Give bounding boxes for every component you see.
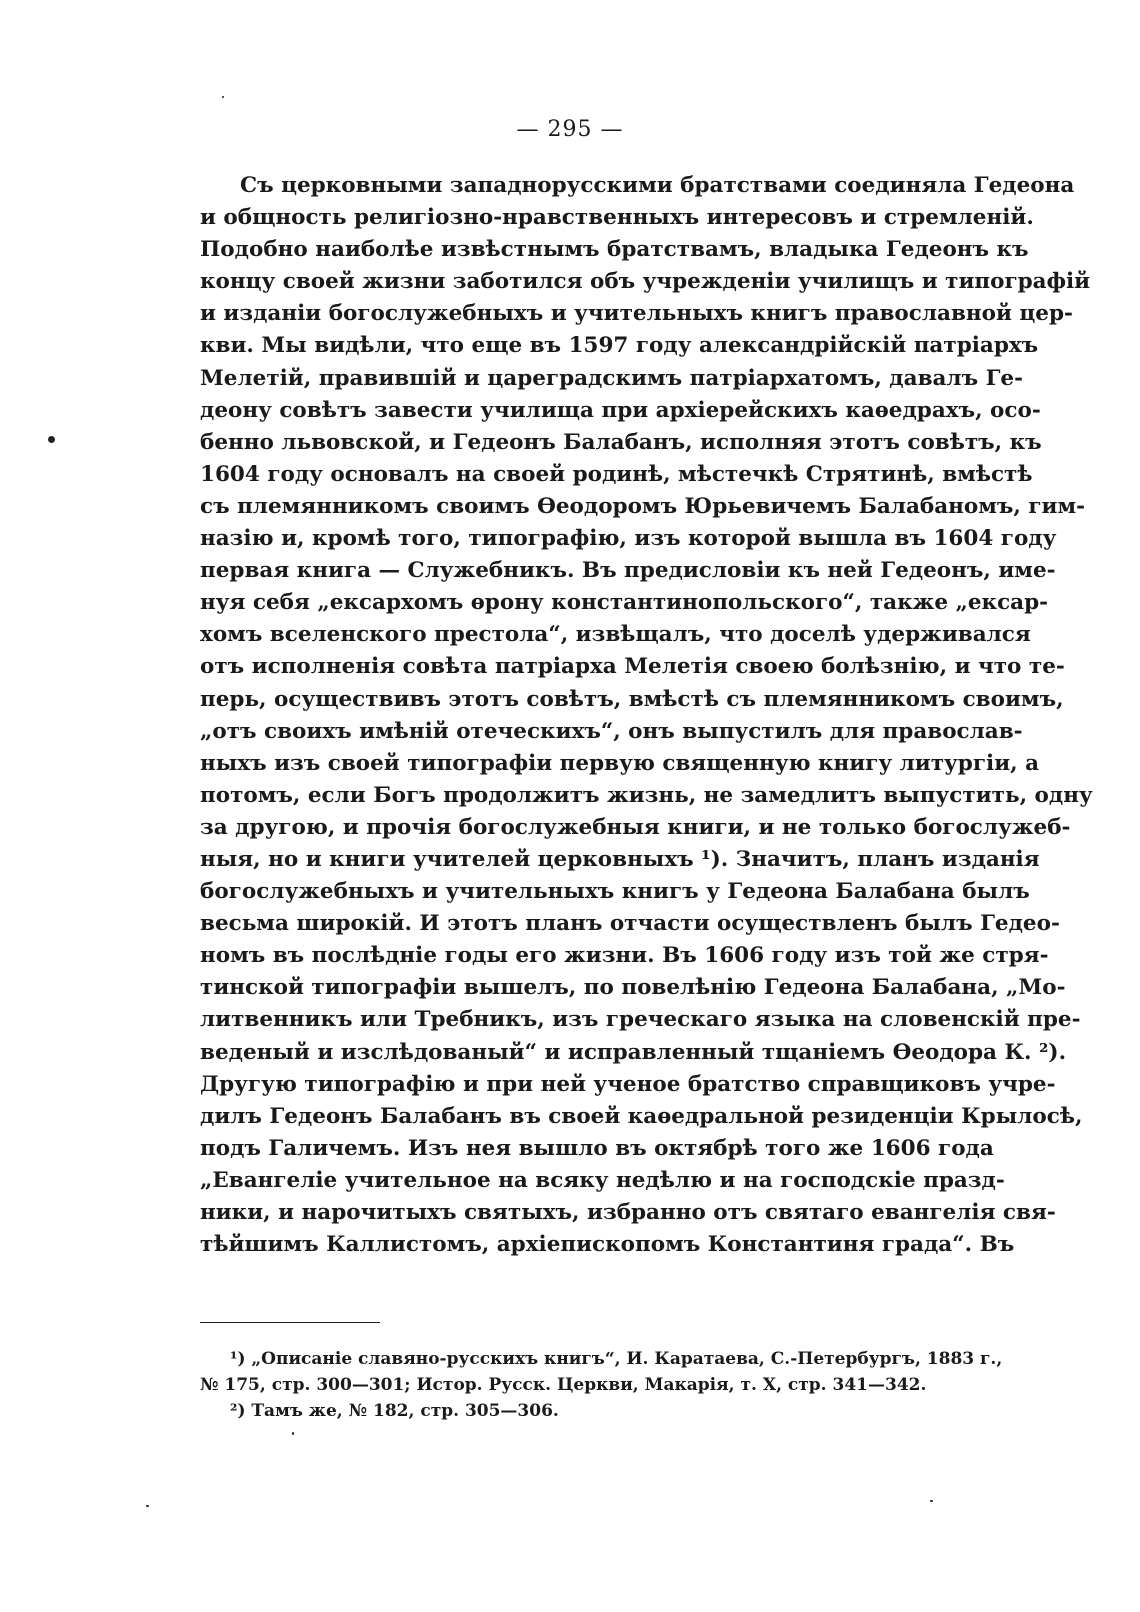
text-line: 1604 году основалъ на своей родинѣ, мѣстечкѣ Стрятинѣ, вмѣстѣ <box>200 461 1033 487</box>
text-line: подъ Галичемъ. Изъ нея вышло въ октябрѣ того же 1606 года <box>200 1135 994 1161</box>
text-line: потомъ, если Богъ продолжитъ жизнь, не замедлитъ выпустить, одну <box>200 782 1093 808</box>
text-line: ныхъ изъ своей типографіи первую священную книгу литургіи, а <box>200 750 1040 776</box>
text-line: дилъ Гедеонъ Балабанъ въ своей каѳедральной резиденціи Крылосѣ, <box>200 1103 1083 1129</box>
text-line: перь, осуществивъ этотъ совѣтъ, вмѣстѣ съ племянникомъ своимъ, <box>200 686 1064 712</box>
footnote-2: ²) Тамъ же, № 182, стр. 305—306. <box>230 1401 559 1421</box>
text-line: Мелетій, правившій и цареградскимъ патріархатомъ, давалъ Ге- <box>200 365 1024 391</box>
scan-speck <box>146 1505 149 1507</box>
footnote-1-line-1: ¹) „Описаніе славяно-русскихъ книгъ“, И. Каратаева, С.-Петербургъ, 1883 г., <box>230 1349 1003 1369</box>
text-line: Другую типографію и при ней ученое братство справщиковъ учре- <box>200 1071 1056 1097</box>
text-line: весьма широкій. И этотъ планъ отчасти осуществленъ былъ Гедео- <box>200 911 1060 937</box>
text-line: назію и, кромѣ того, типографію, изъ которой вышла въ 1604 году <box>200 526 1057 552</box>
text-line: хомъ вселенского престола“, извѣщалъ, что доселѣ удерживался <box>200 622 1031 648</box>
text-line: тинской типографіи вышелъ, по повелѣнію Гедеона Балабана, „Мо- <box>200 975 1066 1001</box>
scan-speck <box>222 96 224 98</box>
text-line: „отъ своихъ имѣній отеческихъ“, онъ выпустилъ для православ- <box>200 718 1023 744</box>
footnote-divider <box>200 1322 380 1323</box>
text-line: концу своей жизни заботился объ учрежденіи училищъ и типографій <box>200 269 1091 295</box>
text-line: литвенникъ или Требникъ, изъ греческаго языка на словенскій пре- <box>200 1007 1081 1033</box>
text-line: деону совѣтъ завести училища при архіерейскихъ каѳедрахъ, осо- <box>200 397 1041 423</box>
text-line: ники, и нарочитыхъ святыхъ, избранно отъ святаго евангелія свя- <box>200 1200 1056 1225</box>
text-line: ныя, но и книги учителей церковныхъ ¹). Значитъ, планъ изданія <box>200 846 1040 872</box>
scan-speck <box>48 436 55 443</box>
text-line: веденый и изслѣдованый“ и исправленный тщаніемъ Ѳеодора К. ²). <box>200 1039 1067 1065</box>
text-line: Подобно наиболѣе извѣстнымъ братствамъ, владыка Гедеонъ къ <box>200 237 1029 263</box>
footnotes-block <box>200 1346 1003 1424</box>
text-line: номъ въ послѣдніе годы его жизни. Въ 1606 году изъ той же стря- <box>200 943 1049 969</box>
text-line: за другою, и прочія богослужебныя книги, и не только богослужеб- <box>200 814 1071 840</box>
text-line: тѣйшимъ Каллистомъ, архіепископомъ Константиня града“. Въ <box>200 1232 1015 1258</box>
text-line: отъ исполненія совѣта патріарха Мелетія своею болѣзнію, и что те- <box>200 654 1065 680</box>
text-line: богослужебныхъ и учительныхъ книгъ у Гедеона Балабана былъ <box>200 879 1030 905</box>
main-text-block <box>200 170 1093 1261</box>
text-line: и изданіи богослужебныхъ и учительныхъ книгъ православной цер- <box>200 301 1073 327</box>
text-line: бенно львовской, и Гедеонъ Балабанъ, исполняя этотъ совѣтъ, къ <box>200 429 1042 455</box>
text-line: первая книга — Служебникъ. Въ предисловіи къ ней Гедеонъ, име- <box>200 558 1056 584</box>
text-line: и общность религіозно-нравственныхъ интересовъ и стремленій. <box>200 205 1034 231</box>
text-line: съ племянникомъ своимъ Ѳеодоромъ Юрьевичемъ Балабаномъ, гим- <box>200 493 1086 519</box>
footnote-1-line-2: № 175, стр. 300—301; Истор. Русск. Церкви, Макарія, т. X, стр. 341—342. <box>200 1375 927 1395</box>
text-line: Съ церковными западнорусскими братствами соединяла Гедеона <box>240 173 1075 198</box>
text-line: „Евангеліе учительное на всяку недѣлю и на господскіе празд- <box>200 1167 1005 1193</box>
text-line: нуя себя „ексархомъ ѳрону константинопольского“, также „ексар- <box>200 590 1049 616</box>
scan-speck <box>930 1500 933 1502</box>
scan-speck <box>292 1432 294 1435</box>
text-line: кви. Мы видѣли, что еще въ 1597 году александрійскій патріархъ <box>200 333 1039 359</box>
page-number: — 295 — <box>516 117 624 142</box>
